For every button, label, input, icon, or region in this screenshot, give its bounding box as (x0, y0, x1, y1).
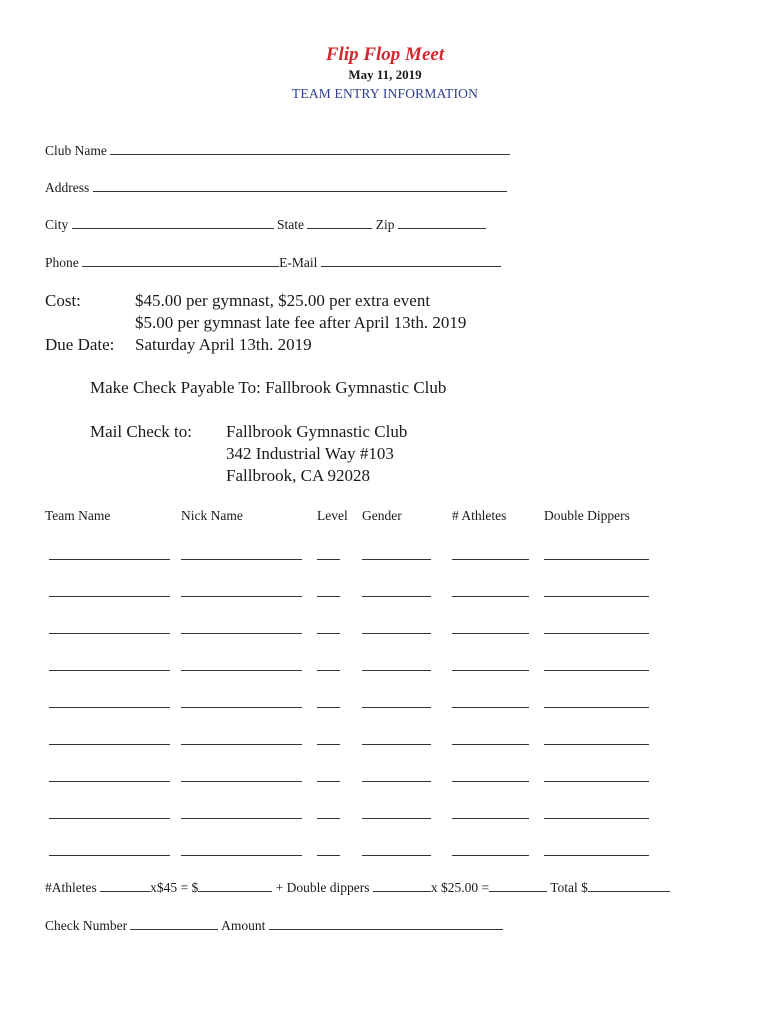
athletes-cell[interactable] (452, 633, 529, 634)
double-dippers-cell[interactable] (544, 855, 649, 856)
athletes-count-field[interactable] (100, 880, 150, 892)
state-field[interactable] (307, 217, 372, 229)
level-cell[interactable] (317, 818, 340, 819)
double-dippers-cell[interactable] (544, 818, 649, 819)
double-dippers-cell[interactable] (544, 670, 649, 671)
total-field[interactable] (588, 880, 670, 892)
team-name-cell[interactable] (49, 596, 170, 597)
level-cell[interactable] (317, 559, 340, 560)
double-dippers-cell[interactable] (544, 596, 649, 597)
zip-label: Zip (375, 217, 395, 232)
double-dippers-cell[interactable] (544, 781, 649, 782)
address-label: Address (45, 180, 90, 195)
athletes-cell[interactable] (452, 744, 529, 745)
header-team-name: Team Name (45, 508, 111, 523)
athletes-total-label: #Athletes (45, 880, 97, 895)
athletes-subtotal-field[interactable] (198, 880, 272, 892)
mail-check-label: Mail Check to: (90, 422, 192, 441)
team-name-cell[interactable] (49, 855, 170, 856)
header-gender: Gender (362, 508, 402, 523)
level-cell[interactable] (317, 707, 340, 708)
cost-line-1: $45.00 per gymnast, $25.00 per extra event (135, 291, 431, 310)
phone-field[interactable] (82, 255, 279, 267)
team-name-cell[interactable] (49, 818, 170, 819)
nick-name-cell[interactable] (181, 559, 302, 560)
club-name-field[interactable] (110, 143, 510, 155)
gender-cell[interactable] (362, 744, 431, 745)
x45-label: x$45 = $ (150, 880, 199, 895)
mail-address-line-1: Fallbrook Gymnastic Club (226, 422, 408, 441)
double-dippers-cell[interactable] (544, 633, 649, 634)
nick-name-cell[interactable] (181, 707, 302, 708)
zip-field[interactable] (398, 217, 486, 229)
nick-name-cell[interactable] (181, 744, 302, 745)
check-row (45, 918, 503, 934)
nick-name-cell[interactable] (181, 818, 302, 819)
amount-field[interactable] (269, 918, 503, 930)
total-label: Total $ (550, 880, 588, 895)
level-cell[interactable] (317, 670, 340, 671)
mail-address-line-3: Fallbrook, CA 92028 (226, 466, 371, 485)
state-label: State (277, 217, 305, 232)
club-name-label: Club Name (45, 143, 107, 158)
team-name-cell[interactable] (49, 559, 170, 560)
club-name-row (45, 143, 510, 159)
header-double-dippers: Double Dippers (544, 508, 630, 523)
gender-cell[interactable] (362, 670, 431, 671)
payable-text: Make Check Payable To: Fallbrook Gymnastic Club (90, 378, 447, 397)
totals-row (45, 880, 670, 896)
header-athletes: # Athletes (452, 508, 507, 523)
team-name-cell[interactable] (49, 781, 170, 782)
header-nick-name: Nick Name (181, 508, 243, 523)
team-name-cell[interactable] (49, 744, 170, 745)
athletes-cell[interactable] (452, 707, 529, 708)
nick-name-cell[interactable] (181, 633, 302, 634)
team-name-cell[interactable] (49, 707, 170, 708)
email-field[interactable] (321, 255, 501, 267)
team-name-cell[interactable] (49, 670, 170, 671)
phone-email-row (45, 255, 501, 271)
nick-name-cell[interactable] (181, 855, 302, 856)
amount-label: Amount (221, 918, 266, 933)
x25-label: x $25.00 = (430, 880, 490, 895)
level-cell[interactable] (317, 596, 340, 597)
email-label: E-Mail (279, 255, 318, 270)
gender-cell[interactable] (362, 781, 431, 782)
nick-name-cell[interactable] (181, 596, 302, 597)
level-cell[interactable] (317, 781, 340, 782)
gender-cell[interactable] (362, 559, 431, 560)
check-number-label: Check Number (45, 918, 128, 933)
cost-label: Cost: (45, 291, 81, 310)
address-row (45, 180, 507, 196)
gender-cell[interactable] (362, 818, 431, 819)
city-field[interactable] (72, 217, 274, 229)
gender-cell[interactable] (362, 707, 431, 708)
city-label: City (45, 217, 69, 232)
check-number-field[interactable] (130, 918, 218, 930)
gender-cell[interactable] (362, 633, 431, 634)
header-level: Level (317, 508, 348, 523)
level-cell[interactable] (317, 855, 340, 856)
level-cell[interactable] (317, 633, 340, 634)
double-dippers-subtotal-field[interactable] (489, 880, 547, 892)
level-cell[interactable] (317, 744, 340, 745)
athletes-cell[interactable] (452, 670, 529, 671)
gender-cell[interactable] (362, 855, 431, 856)
double-dippers-cell[interactable] (544, 744, 649, 745)
gender-cell[interactable] (362, 596, 431, 597)
cost-line-2: $5.00 per gymnast late fee after April 13th. 2019 (135, 313, 467, 332)
double-dippers-label: + Double dippers (275, 880, 370, 895)
due-date-value: Saturday April 13th. 2019 (135, 335, 312, 354)
mail-address-line-2: 342 Industrial Way #103 (226, 444, 394, 463)
double-dippers-cell[interactable] (544, 559, 649, 560)
athletes-cell[interactable] (452, 559, 529, 560)
athletes-cell[interactable] (452, 818, 529, 819)
phone-label: Phone (45, 255, 79, 270)
athletes-cell[interactable] (452, 596, 529, 597)
team-name-cell[interactable] (49, 633, 170, 634)
double-dippers-count-field[interactable] (373, 880, 431, 892)
meet-title: Flip Flop Meet (325, 44, 445, 65)
due-date-label: Due Date: (45, 335, 115, 354)
nick-name-cell[interactable] (181, 781, 302, 782)
double-dippers-cell[interactable] (544, 707, 649, 708)
form-subtitle: TEAM ENTRY INFORMATION (291, 86, 479, 101)
meet-date: May 11, 2019 (348, 67, 422, 82)
nick-name-cell[interactable] (181, 670, 302, 671)
athletes-cell[interactable] (452, 781, 529, 782)
city-state-zip-row (45, 217, 486, 233)
athletes-cell[interactable] (452, 855, 529, 856)
address-field[interactable] (93, 180, 507, 192)
